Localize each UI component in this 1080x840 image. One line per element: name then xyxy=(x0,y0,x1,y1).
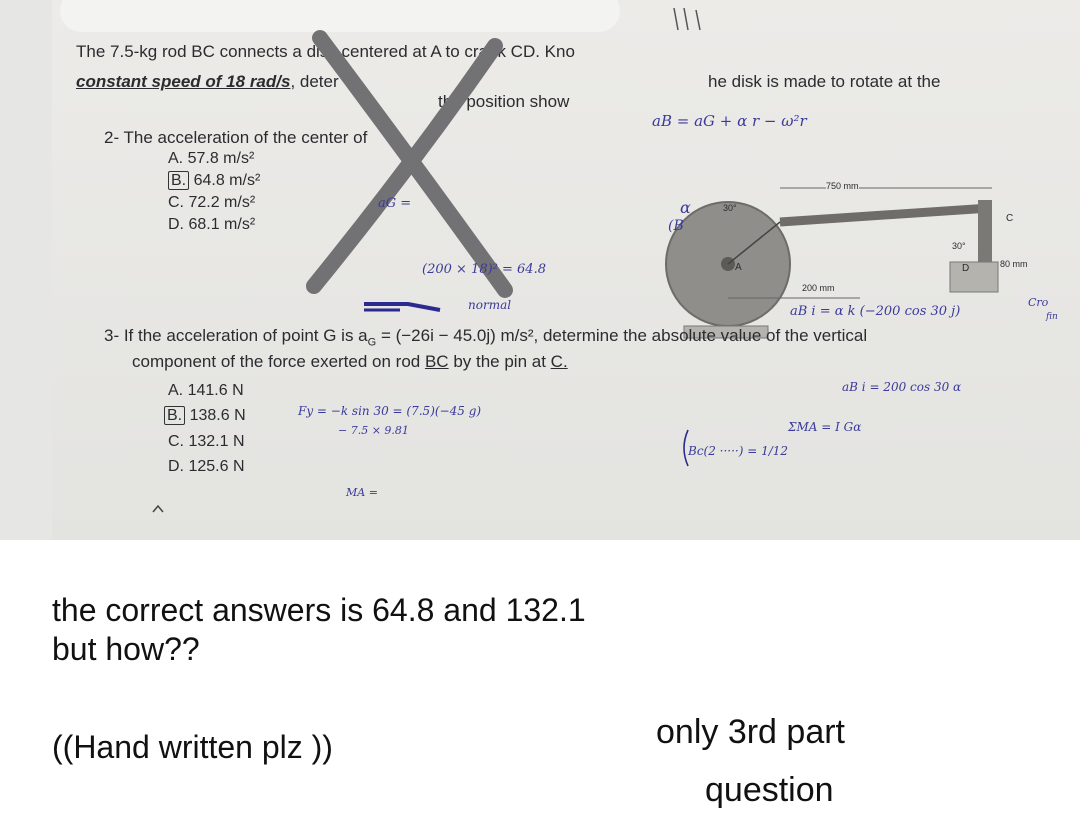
hw-calc: (200 × 18)² = 64.8 xyxy=(422,262,546,277)
q3-prompt-line-1-start: 3- If the acceleration of point G is a xyxy=(104,326,368,345)
q3-option-a-text: 141.6 N xyxy=(187,382,244,399)
hw-crank: Cro xyxy=(1028,296,1049,309)
hw-eq-top: aB = aG + α r − ω²r xyxy=(652,112,807,130)
problem-line-1-right: he disk is made to rotate at the xyxy=(708,72,941,91)
label-d: D xyxy=(962,263,970,274)
pen-mark-icon xyxy=(152,504,166,514)
cross-mark-icon xyxy=(300,28,520,298)
label-a: A xyxy=(735,262,742,273)
hw-abi: aB i = α k (−200 cos 30 j) xyxy=(790,304,961,319)
q3-option-b-text: 138.6 N xyxy=(189,407,246,424)
q2-option-b-text: 64.8 m/s² xyxy=(193,172,261,189)
q2-option-d xyxy=(168,216,255,234)
note-line-4a: only 3rd part xyxy=(656,713,845,751)
q3-option-b xyxy=(164,407,246,425)
q3-option-c xyxy=(168,433,245,451)
q2-option-b xyxy=(168,172,260,190)
q2-option-b-letter: B. xyxy=(168,171,189,190)
q3-option-a xyxy=(168,382,244,400)
hw-fy: Fy = −k sin 30 = (7.5)(−45 g) xyxy=(298,404,482,418)
q3-prompt-line-1-end: = (−26i − 45.0j) m/s², determine the absolute value of the vertical xyxy=(376,326,868,345)
label-30-b: 30° xyxy=(952,241,966,251)
q3-prompt-subscript: G xyxy=(367,336,377,349)
q3-option-d-text: 125.6 N xyxy=(188,458,245,475)
problem-line-2-mid: the position show xyxy=(438,92,570,111)
q3-prompt-line-1 xyxy=(104,326,867,349)
label-750: 750 mm xyxy=(826,181,859,191)
label-c: C xyxy=(1006,213,1014,224)
q2-option-c-letter: C. xyxy=(168,194,184,211)
q2-option-c-text: 72.2 m/s² xyxy=(188,194,256,211)
q3-option-d-letter: D. xyxy=(168,458,184,475)
q3-prompt-rod: BC xyxy=(424,352,449,371)
label-200: 200 mm xyxy=(802,283,835,293)
q3-prompt-line-2-b: by the pin at xyxy=(448,352,551,371)
q2-prompt: 2- The acceleration of the center of xyxy=(104,128,368,147)
q2-option-a xyxy=(168,150,254,168)
hw-alpha: α xyxy=(680,198,691,217)
bracket-mark-icon xyxy=(676,428,692,468)
q3-prompt-pin: C. xyxy=(550,352,568,371)
q3-option-c-letter: C. xyxy=(168,433,184,450)
hw-fin: fin xyxy=(1046,312,1058,322)
note-line-1: the correct answers is 64.8 and 132.1 xyxy=(52,592,586,628)
arrow-scribble-icon xyxy=(360,296,470,318)
constant-speed-text: constant speed of 18 rad/s xyxy=(76,72,291,91)
hw-normal: normal xyxy=(468,298,512,312)
q3-option-d xyxy=(168,458,245,476)
q3-option-b-letter: B. xyxy=(164,406,185,425)
note-line-4b: question xyxy=(705,771,834,809)
label-30-a: 30° xyxy=(723,203,737,213)
q2-option-d-letter: D. xyxy=(168,216,184,233)
hw-ag: aG = xyxy=(378,196,412,211)
q2-option-a-letter: A. xyxy=(168,150,184,167)
q2-option-a-text: 57.8 m/s² xyxy=(187,150,255,167)
q2-option-d-text: 68.1 m/s² xyxy=(188,216,256,233)
note-line-3: ((Hand written plz )) xyxy=(52,729,333,765)
problem-line-2-rest: , deter xyxy=(290,72,339,91)
hw-moment: ΣMA = I Gα xyxy=(788,420,862,434)
q3-option-c-text: 132.1 N xyxy=(188,433,245,450)
note-line-2: but how?? xyxy=(52,631,200,667)
q3-prompt-line-2-a: component of the force exerted on rod xyxy=(132,352,425,371)
hw-ma: MA = xyxy=(346,486,378,499)
hw-bc: Bc(2 ·····) = 1/12 xyxy=(688,444,789,458)
rod-bc xyxy=(780,208,990,222)
tick-marks-icon xyxy=(668,6,708,32)
problem-line-1-text: The 7.5-kg rod BC connects a disk centered at A to crank CD. Kno xyxy=(76,42,575,61)
q2-option-c xyxy=(168,194,255,212)
hw-fy-2: − 7.5 × 9.81 xyxy=(338,424,409,437)
hw-abi-2: aB i = 200 cos 30 α xyxy=(842,380,962,394)
label-80: 80 mm xyxy=(1000,259,1028,269)
q3-option-a-letter: A. xyxy=(168,382,184,399)
hw-ab: (B xyxy=(668,218,684,234)
support-d xyxy=(950,262,998,292)
crank-cd xyxy=(978,200,992,262)
q3-prompt-line-2 xyxy=(132,352,568,372)
